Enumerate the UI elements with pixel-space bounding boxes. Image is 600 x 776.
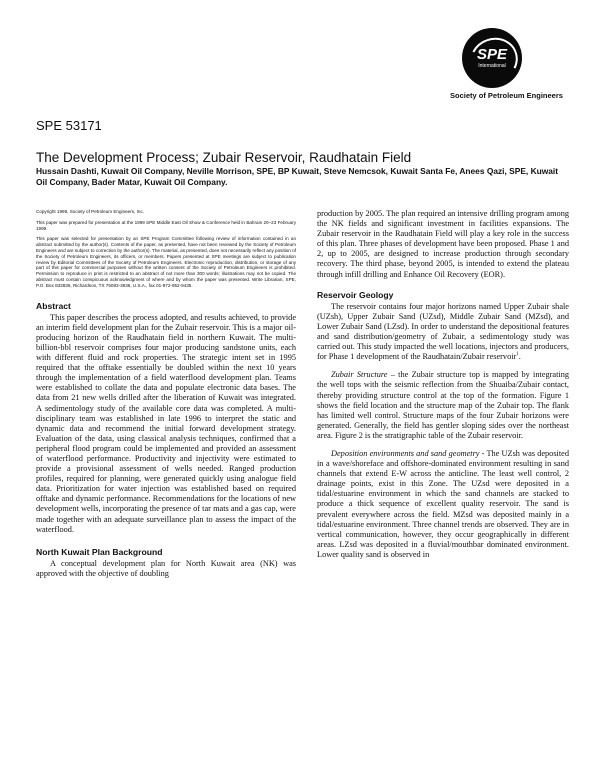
left-column — [36, 209, 296, 579]
paper-title: The Development Process; Zubair Reservoir, Raudhatain Field — [36, 150, 412, 165]
abstract-heading: Abstract — [36, 300, 71, 311]
author-list: Hussain Dashti, Kuwait Oil Company, Neville Morrison, SPE, BP Kuwait, Steve Nemcsok, Kuwait Santa Fe, Anees Qazi, SPE, Kuwait Oil Company, Bader Matar, Kuwait Oil Company. — [36, 166, 559, 187]
abstract-text: This paper describes the process adopted, and results achieved, to provide an interim field development plan for the Zubair reservoir. This is a major oil-producing horizon of the Raudhatain field in northern Kuwait. The multi-billion-bbl reservoir comprises four major producing sandstone units, each with different fluid and rock properties. The strategic intent set in 1995 required that the offtake essentially be doubled within the next 10 years through the implementation of a field waterflood development plan. Teams were established to collate the data and populate electronic data bases. The data from 21 new wells drilled after the liberation of Kuwait was integrated. A sedimentology study of the available core data was completed. A multi-disciplinary team was established in late 1996 to interpret the static and dynamic data and recommend the initial forward development strategy. Evaluation of the data, using classical analysis techniques, confirmed that a peripheral flood program could be implemented and provided an assessment of waterflood performance. Productivity and injectivity were estimated to provide a provisional assessment of wells needed. Ranged production profiles, required for planning, were generated quickly using analogue field data. Prioritization for water injection was established based on required offtake and dynamic performance. Recommendations for the locations of new development wells, incorporating the presence of tar mats and a gas cap, were made together with an adequate surveillance plan to assess the impact of the waterflood. — [36, 312, 296, 534]
reference-superscript: 1 — [516, 352, 519, 358]
deposition-paragraph: Deposition environments and sand geometry - The UZsh was deposited in a wave/shoreface and offshore-dominated environment resulting in sand channels that extend E-W across the anticline. The least well control, 2 drainage points, exist in this Zone. The UZsd were deposited in a tidal/estuarine environment in which the sand channels are stacked to produce a thick sequence of excellent quality reservoir. The sand is prevalent everywhere across the field. MZsd was deposited mainly in a tidal/estuarine environment. Three channel trends are observed. They are in vertical communication, however, they occur geographically in different areas. LZsd was deposited in a fluvial/mouthbar dominated environment. Lower quality sand is observed in — [317, 448, 569, 559]
north-kuwait-text-left: A conceptual development plan for North Kuwait area (NK) was approved with the objective of doubling — [36, 558, 296, 578]
paper-number: SPE 53171 — [36, 118, 102, 133]
logo-society-text: Society of Petroleum Engineers — [450, 91, 563, 100]
north-kuwait-heading: North Kuwait Plan Background — [36, 546, 163, 557]
zubair-structure-label: Zubair Structure — [331, 370, 388, 380]
spe-logo — [450, 28, 565, 110]
reservoir-geology-heading: Reservoir Geology — [317, 289, 394, 300]
reservoir-geology-text: The reservoir contains four major horizons named Upper Zubair shale (UZsh), Upper Zubair Sand (UZsd), Middle Zubair Sand (MZsd), and Lower Zubair Sand (LZsd). In order to understand the depositional features and sand distribution/geometry of Zubair, a sedimentology study was carried out. This study impacted the well locations, injectors and producers, for Phase 1 development of the Raudhatain/Zubair reservoir$^1$. — [317, 301, 569, 362]
selection-notice: This paper was selected for presentation by an SPE Program Committee following review of information contained in an abstract submitted by the author(s). Contents of the paper, as presented, have not been reviewed by the Society of Petroleum Engineers and are subject to correction by the author(s). The material, as presented, does not necessarily reflect any position of the Society of Petroleum Engineers, its officers, or members. Papers presented at SPE meetings are subject to publication review by Editorial Committees of the Society of Petroleum Engineers. Electronic reproduction, distribution, or storage of any part of this paper for commercial purposes without the written consent of the Society of Petroleum Engineers is prohibited. Permission to reproduce in print is restricted to an abstract of not more than 300 words; illustrations may not be copied. The abstract must contain conspicuous acknowledgment of where and by whom the paper was presented. Write Librarian, SPE, P.O. Box 833836, Richardson, TX 75083-3836, U.S.A., fax 01-972-952-9435. — [36, 236, 296, 288]
zubair-structure-paragraph: Zubair Structure – the Zubair structure top is mapped by integrating the well tops with the seismic reflection from the Shuaiba/Zubair contact, thereby providing structure control at the top of the formation. Figure 1 shows the field location and the structure map of the Zubair top. The flank has limited well control. Structure maps of the four Zubair horizons were generated. Generally, the field has gentler sloping sides over the northeast area. Figure 2 is the stratigraphic table of the Zubair reservoir. — [317, 370, 570, 440]
logo-international-text: International — [478, 63, 506, 69]
right-column — [317, 209, 569, 560]
logo-mark-text: SPE — [476, 46, 507, 63]
copyright-notice: Copyright 1999, Society of Petroleum Engineers, Inc. — [36, 209, 145, 214]
north-kuwait-text-right: production by 2005. The plan required an intensive drilling program among the NK fields and significant investment in facilities expansions. The Zubair reservoir in the Raudhatain Field will play a key role in the success of this plan. Three phases of development have been proposed. Phase 1 and 2, up to 2005, are designed to increase production through secondary recovery. The third phase, beyond 2005, is intended to extend the plateau through infill drilling and Enhance Oil Recovery (EOR). — [317, 209, 569, 279]
front-matter — [36, 209, 296, 289]
deposition-label: Deposition environments and sand geometry — [331, 448, 480, 458]
presentation-notice: This paper was prepared for presentation at the 1999 SPE Middle East Oil Show & Conference held in Bahrain 20–23 February 1999. — [36, 219, 296, 231]
